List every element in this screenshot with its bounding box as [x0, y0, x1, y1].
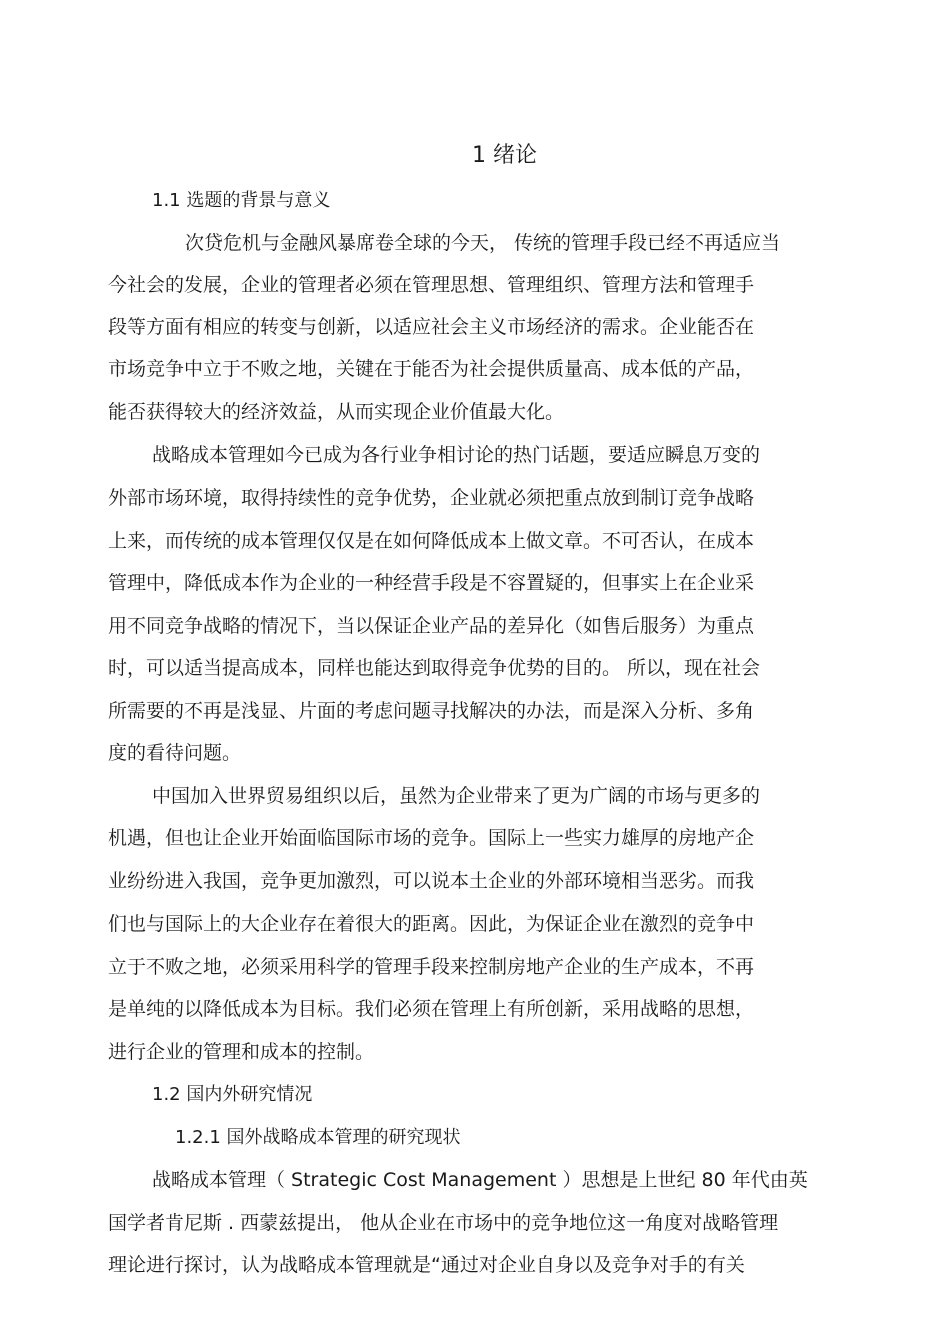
paragraph-3-line-7: 进行企业的管理和成本的控制。	[108, 1041, 375, 1063]
chapter-title: 1 绪论	[472, 143, 537, 168]
paragraph-1-line-2: 今社会的发展，企业的管理者必须在管理思想、管理组织、管理方法和管理手	[108, 274, 755, 296]
paragraph-3-line-5: 立于不败之地，必须采用科学的管理手段来控制房地产企业的生产成本，不再	[108, 956, 755, 978]
paragraph-4-line-2: 国学者肯尼斯 . 西蒙兹提出， 他从企业在市场中的竞争地位这一角度对战略管理	[108, 1212, 779, 1234]
paragraph-1-line-5: 能否获得较大的经济效益，从而实现企业价值最大化。	[108, 401, 565, 423]
paragraph-4-line-1: 战略成本管理（ Strategic Cost Management ）思想是上世纪 80 年代由英	[152, 1169, 808, 1191]
paragraph-4-line-3: 理论进行探讨，认为战略成本管理就是“通过对企业自身以及竞争对手的有关	[108, 1254, 745, 1276]
paragraph-2-line-2: 外部市场环境，取得持续性的竞争优势，企业就必须把重点放到制订竞争战略	[108, 487, 755, 509]
section-heading-1-2-1: 1.2.1 国外战略成本管理的研究现状	[175, 1127, 461, 1148]
paragraph-2-line-8: 度的看待问题。	[108, 742, 242, 764]
paragraph-2-line-6: 时，可以适当提高成本，同样也能达到取得竞争优势的目的。 所以，现在社会	[108, 657, 761, 679]
paragraph-3-line-3: 业纷纷进入我国，竞争更加激烈，可以说本土企业的外部环境相当恶劣。而我	[108, 870, 755, 892]
paragraph-3-line-2: 机遇，但也让企业开始面临国际市场的竞争。国际上一些实力雄厚的房地产企	[108, 827, 755, 849]
section-heading-1-2: 1.2 国内外研究情况	[152, 1084, 313, 1105]
section-heading-1-1: 1.1 选题的背景与意义	[152, 190, 331, 211]
paragraph-3-line-6: 是单纯的以降低成本为目标。我们必须在管理上有所创新，采用战略的思想，	[108, 998, 755, 1020]
paragraph-2-line-1: 战略成本管理如今已成为各行业争相讨论的热门话题，要适应瞬息万变的	[152, 444, 761, 466]
paragraph-3-line-1: 中国加入世界贸易组织以后，虽然为企业带来了更为广阔的市场与更多的	[152, 785, 761, 807]
paragraph-1-line-4: 市场竞争中立于不败之地，关键在于能否为社会提供质量高、成本低的产品，	[108, 358, 755, 380]
paragraph-2-line-4: 管理中，降低成本作为企业的一种经营手段是不容置疑的，但事实上在企业采	[108, 572, 755, 594]
paragraph-1-line-3: 段等方面有相应的转变与创新，以适应社会主义市场经济的需求。企业能否在	[108, 316, 755, 338]
paragraph-3-line-4: 们也与国际上的大企业存在着很大的距离。因此，为保证企业在激烈的竞争中	[108, 913, 755, 935]
paragraph-2-line-3: 上来，而传统的成本管理仅仅是在如何降低成本上做文章。不可否认，在成本	[108, 530, 755, 552]
paragraph-2-line-5: 用不同竞争战略的情况下，当以保证企业产品的差异化（如售后服务）为重点	[108, 615, 755, 637]
paragraph-2-line-7: 所需要的不再是浅显、片面的考虑问题寻找解决的办法，而是深入分析、多角	[108, 700, 755, 722]
paragraph-1-line-1: 次贷危机与金融风暴席卷全球的今天， 传统的管理手段已经不再适应当	[185, 232, 781, 254]
